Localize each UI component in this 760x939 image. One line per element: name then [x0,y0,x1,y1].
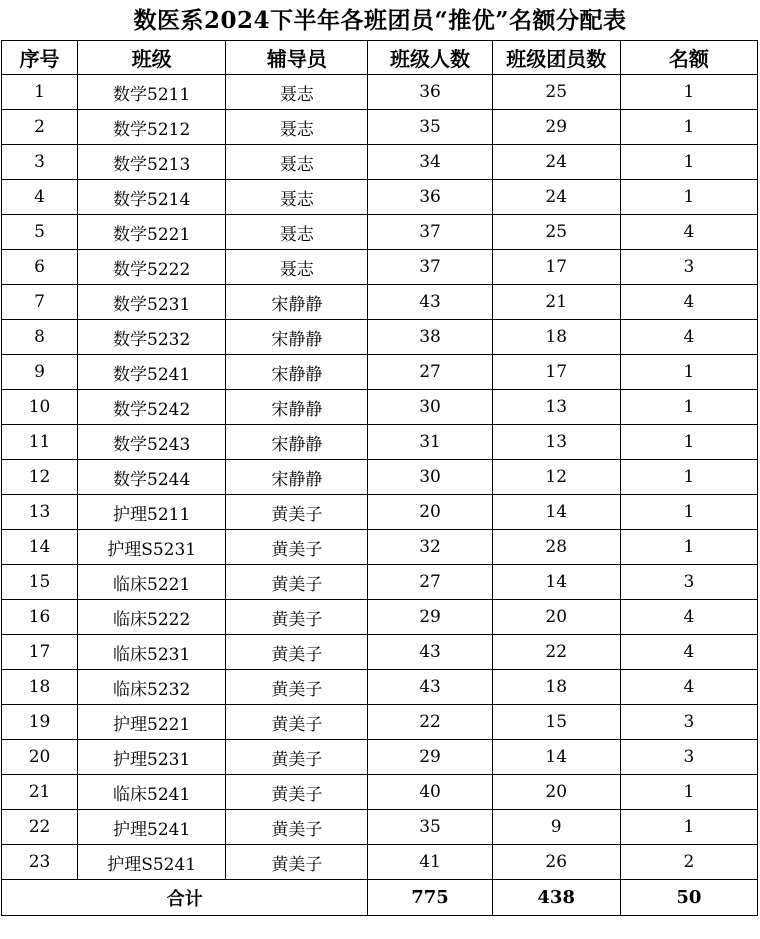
cell-counselor: 黄美子 [226,810,368,845]
cell-index: 4 [2,180,78,215]
table-footer [2,880,758,916]
cell-quota: 1 [620,145,757,180]
cell-quota: 1 [620,390,757,425]
cell-counselor: 黄美子 [226,705,368,740]
cell-class: 数学5212 [78,110,226,145]
cell-class: 数学5221 [78,215,226,250]
cell-class: 数学5214 [78,180,226,215]
cell-student-count: 29 [368,600,492,635]
table-row [2,250,758,285]
cell-student-count: 36 [368,180,492,215]
cell-index: 11 [2,425,78,460]
cell-counselor: 黄美子 [226,565,368,600]
table-row [2,180,758,215]
cell-counselor: 宋静静 [226,285,368,320]
cell-index: 22 [2,810,78,845]
cell-student-count: 22 [368,705,492,740]
cell-quota: 4 [620,670,757,705]
table-row [2,320,758,355]
cell-index: 6 [2,250,78,285]
document-title: 数医系2024下半年各班团员“推优”名额分配表 [133,7,627,34]
table-row [2,355,758,390]
cell-quota: 1 [620,775,757,810]
header-counselor: 辅导员 [226,41,368,75]
cell-class: 护理5231 [78,740,226,775]
cell-index: 8 [2,320,78,355]
cell-counselor: 黄美子 [226,635,368,670]
cell-quota: 3 [620,250,757,285]
table-row [2,285,758,320]
cell-class: 护理5221 [78,705,226,740]
cell-member-count: 29 [492,110,620,145]
cell-quota: 3 [620,565,757,600]
cell-student-count: 30 [368,460,492,495]
cell-counselor: 宋静静 [226,425,368,460]
cell-student-count: 32 [368,530,492,565]
table-row [2,390,758,425]
cell-quota: 3 [620,740,757,775]
cell-quota: 1 [620,355,757,390]
cell-member-count: 20 [492,600,620,635]
cell-counselor: 聂志 [226,145,368,180]
cell-counselor: 黄美子 [226,600,368,635]
cell-quota: 1 [620,425,757,460]
cell-student-count: 27 [368,565,492,600]
cell-class: 数学5211 [78,75,226,110]
table-row [2,425,758,460]
cell-member-count: 12 [492,460,620,495]
cell-member-count: 25 [492,215,620,250]
cell-class: 数学5231 [78,285,226,320]
cell-index: 17 [2,635,78,670]
cell-quota: 4 [620,600,757,635]
cell-counselor: 黄美子 [226,845,368,880]
header-row [2,41,758,75]
cell-class: 护理S5241 [78,845,226,880]
table-row [2,75,758,110]
table-row [2,845,758,880]
cell-member-count: 17 [492,250,620,285]
cell-class: 临床5241 [78,775,226,810]
table-row [2,495,758,530]
header-member-count: 班级团员数 [492,41,620,75]
cell-quota: 4 [620,320,757,355]
cell-class: 临床5232 [78,670,226,705]
table-row [2,740,758,775]
cell-quota: 3 [620,705,757,740]
cell-index: 9 [2,355,78,390]
cell-class: 护理5241 [78,810,226,845]
cell-class: 数学5213 [78,145,226,180]
table-row [2,530,758,565]
cell-quota: 2 [620,845,757,880]
cell-class: 临床5222 [78,600,226,635]
cell-quota: 1 [620,810,757,845]
cell-member-count: 21 [492,285,620,320]
cell-member-count: 14 [492,740,620,775]
cell-index: 19 [2,705,78,740]
table-row [2,775,758,810]
cell-counselor: 黄美子 [226,740,368,775]
table-row [2,705,758,740]
cell-index: 3 [2,145,78,180]
table-row [2,635,758,670]
cell-member-count: 9 [492,810,620,845]
cell-student-count: 43 [368,670,492,705]
cell-quota: 1 [620,460,757,495]
cell-quota: 4 [620,285,757,320]
total-label: 合计 [2,880,368,916]
cell-index: 18 [2,670,78,705]
cell-student-count: 27 [368,355,492,390]
cell-quota: 1 [620,110,757,145]
cell-counselor: 聂志 [226,215,368,250]
cell-index: 10 [2,390,78,425]
cell-quota: 1 [620,180,757,215]
cell-quota: 4 [620,215,757,250]
total-members: 438 [492,880,620,916]
cell-member-count: 18 [492,670,620,705]
cell-member-count: 15 [492,705,620,740]
cell-counselor: 聂志 [226,75,368,110]
cell-index: 13 [2,495,78,530]
cell-student-count: 41 [368,845,492,880]
table-row [2,670,758,705]
cell-counselor: 宋静静 [226,320,368,355]
cell-class: 数学5244 [78,460,226,495]
cell-counselor: 宋静静 [226,390,368,425]
cell-class: 数学5232 [78,320,226,355]
cell-index: 12 [2,460,78,495]
cell-counselor: 聂志 [226,180,368,215]
cell-index: 14 [2,530,78,565]
cell-class: 护理S5231 [78,530,226,565]
cell-student-count: 36 [368,75,492,110]
header-quota: 名额 [620,41,757,75]
cell-class: 数学5243 [78,425,226,460]
cell-counselor: 黄美子 [226,495,368,530]
cell-index: 23 [2,845,78,880]
cell-quota: 1 [620,530,757,565]
table-row [2,565,758,600]
quota-table [1,40,758,916]
cell-index: 5 [2,215,78,250]
cell-counselor: 聂志 [226,250,368,285]
cell-index: 2 [2,110,78,145]
cell-member-count: 25 [492,75,620,110]
cell-student-count: 20 [368,495,492,530]
cell-member-count: 14 [492,565,620,600]
cell-class: 数学5241 [78,355,226,390]
total-row [2,880,758,916]
table-row [2,600,758,635]
cell-counselor: 宋静静 [226,460,368,495]
header-class: 班级 [78,41,226,75]
cell-member-count: 24 [492,180,620,215]
cell-member-count: 26 [492,845,620,880]
cell-class: 护理5211 [78,495,226,530]
cell-member-count: 20 [492,775,620,810]
cell-member-count: 22 [492,635,620,670]
cell-class: 数学5222 [78,250,226,285]
cell-student-count: 37 [368,250,492,285]
cell-quota: 1 [620,75,757,110]
cell-student-count: 31 [368,425,492,460]
cell-member-count: 14 [492,495,620,530]
cell-member-count: 17 [492,355,620,390]
cell-class: 数学5242 [78,390,226,425]
cell-student-count: 37 [368,215,492,250]
cell-student-count: 38 [368,320,492,355]
cell-counselor: 黄美子 [226,775,368,810]
cell-member-count: 13 [492,425,620,460]
cell-student-count: 40 [368,775,492,810]
cell-student-count: 30 [368,390,492,425]
table-body [2,75,758,880]
total-quota: 50 [620,880,757,916]
cell-index: 20 [2,740,78,775]
table-row [2,460,758,495]
table-row [2,810,758,845]
cell-index: 15 [2,565,78,600]
total-students: 775 [368,880,492,916]
cell-member-count: 28 [492,530,620,565]
cell-counselor: 黄美子 [226,530,368,565]
cell-student-count: 43 [368,635,492,670]
cell-quota: 1 [620,495,757,530]
cell-index: 21 [2,775,78,810]
cell-student-count: 34 [368,145,492,180]
cell-member-count: 13 [492,390,620,425]
cell-student-count: 29 [368,740,492,775]
table-header [2,41,758,75]
cell-quota: 4 [620,635,757,670]
cell-class: 临床5221 [78,565,226,600]
table-row [2,145,758,180]
cell-member-count: 24 [492,145,620,180]
header-index: 序号 [2,41,78,75]
table-row [2,110,758,145]
cell-counselor: 聂志 [226,110,368,145]
cell-index: 7 [2,285,78,320]
cell-class: 临床5231 [78,635,226,670]
cell-student-count: 35 [368,110,492,145]
cell-student-count: 35 [368,810,492,845]
cell-index: 16 [2,600,78,635]
cell-index: 1 [2,75,78,110]
cell-counselor: 宋静静 [226,355,368,390]
cell-counselor: 黄美子 [226,670,368,705]
table-row [2,215,758,250]
cell-student-count: 43 [368,285,492,320]
header-student-count: 班级人数 [368,41,492,75]
cell-member-count: 18 [492,320,620,355]
